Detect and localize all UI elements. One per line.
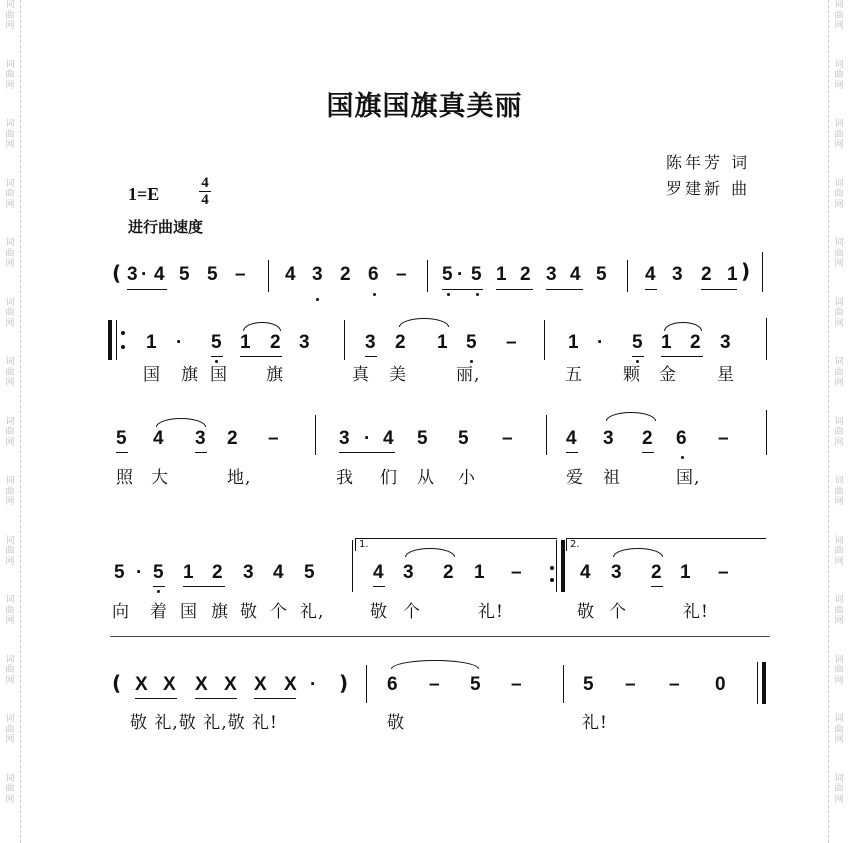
note: X bbox=[195, 674, 208, 695]
note: 2 bbox=[212, 562, 223, 583]
note: 1 bbox=[568, 332, 579, 353]
note: 1 bbox=[240, 332, 251, 353]
dash: – bbox=[718, 562, 729, 583]
watermark-text: 词曲网 bbox=[5, 297, 15, 329]
watermark-text: 词曲网 bbox=[834, 416, 844, 448]
watermark-text: 词曲网 bbox=[834, 119, 844, 150]
note: 3 bbox=[127, 264, 138, 285]
lyric: 旗 bbox=[266, 365, 284, 385]
note: 4 bbox=[373, 562, 384, 583]
lyric: 国 bbox=[210, 365, 228, 385]
dash: – bbox=[396, 264, 407, 285]
watermark-text: 词曲网 bbox=[834, 773, 844, 805]
note: 3 bbox=[611, 562, 622, 583]
lyric: 旗 bbox=[211, 602, 229, 622]
final-bar-thin bbox=[757, 662, 758, 704]
lyric: 敬 bbox=[240, 602, 258, 622]
time-signature bbox=[199, 176, 211, 207]
dash: – bbox=[429, 674, 440, 695]
lyric: 真 bbox=[352, 365, 370, 385]
note: 4 bbox=[154, 264, 165, 285]
lyric: 丽, bbox=[456, 365, 481, 385]
lyric: 礼! bbox=[478, 602, 504, 622]
note: X bbox=[254, 674, 267, 695]
dot-note: · bbox=[457, 264, 464, 285]
dash: – bbox=[718, 428, 729, 449]
note: 2 bbox=[270, 332, 281, 353]
note: 5 bbox=[211, 332, 222, 353]
lyric: 着 bbox=[150, 602, 168, 622]
note: 5 bbox=[304, 562, 315, 583]
note: 1 bbox=[146, 332, 157, 353]
time-signature-bottom: 4 bbox=[201, 192, 209, 208]
coda-close-paren: ) bbox=[339, 671, 349, 695]
lyric: 们 bbox=[380, 468, 398, 488]
watermark-text: 词曲网 bbox=[834, 476, 844, 507]
watermark-text: 词曲网 bbox=[5, 476, 15, 507]
note: 1 bbox=[183, 562, 194, 583]
lyric: 爱 bbox=[566, 468, 584, 488]
watermark-text: 词曲网 bbox=[5, 178, 15, 210]
right-margin-rule bbox=[828, 0, 829, 843]
watermark-text: 词曲网 bbox=[834, 0, 844, 31]
composer-credit: 罗建新 曲 bbox=[666, 179, 751, 198]
note: 5 bbox=[442, 264, 453, 285]
note: 3 bbox=[403, 562, 414, 583]
watermark-text: 词曲网 bbox=[5, 535, 15, 567]
note: 3 bbox=[339, 428, 350, 449]
note: 5 bbox=[458, 428, 469, 449]
note: X bbox=[284, 674, 297, 695]
lyric: 照 bbox=[116, 468, 134, 488]
note: 6 bbox=[387, 674, 398, 695]
note: 3 bbox=[243, 562, 254, 583]
lyric: 礼! bbox=[582, 713, 608, 733]
tempo-marking: 进行曲速度 bbox=[128, 218, 204, 236]
note: 1 bbox=[474, 562, 485, 583]
lyric: 地, bbox=[227, 468, 252, 488]
note: 3 bbox=[672, 264, 683, 285]
watermark-text: 词曲网 bbox=[5, 119, 15, 150]
note: 5 bbox=[116, 428, 127, 449]
note: 4 bbox=[570, 264, 581, 285]
dash: – bbox=[625, 674, 636, 695]
lyric: 旗 bbox=[181, 365, 199, 385]
note: X bbox=[224, 674, 237, 695]
lyric: 个 bbox=[403, 602, 421, 622]
watermark-text: 词曲网 bbox=[834, 297, 844, 329]
dash: – bbox=[235, 264, 246, 285]
note: 3 bbox=[546, 264, 557, 285]
lyric: 向 bbox=[112, 602, 130, 622]
note: X bbox=[163, 674, 176, 695]
watermark-text: 词曲网 bbox=[5, 238, 15, 269]
lyric: 小 bbox=[458, 468, 476, 488]
note: 2 bbox=[340, 264, 351, 285]
coda-open-paren: ( bbox=[112, 671, 122, 695]
watermark-text: 词曲网 bbox=[5, 595, 15, 626]
note: X bbox=[135, 674, 148, 695]
dot-note: · bbox=[310, 674, 317, 695]
lyric: 祖 bbox=[603, 468, 621, 488]
lyric: 礼, bbox=[300, 602, 325, 622]
lyric: 大 bbox=[151, 468, 169, 488]
lyric: 星 bbox=[717, 365, 735, 385]
note: 4 bbox=[580, 562, 591, 583]
system-divider bbox=[110, 636, 770, 637]
watermark-text: 词曲网 bbox=[5, 654, 15, 686]
watermark-text: 词曲网 bbox=[5, 357, 15, 388]
lyric: 国, bbox=[676, 468, 701, 488]
dash: – bbox=[511, 562, 522, 583]
note: 4 bbox=[285, 264, 296, 285]
note: 5 bbox=[471, 264, 482, 285]
note: 2 bbox=[395, 332, 406, 353]
watermark-text: 词曲网 bbox=[834, 178, 844, 210]
first-ending-bracket: 1. bbox=[355, 538, 557, 551]
note: 5 bbox=[466, 332, 477, 353]
lyric: 个 bbox=[270, 602, 288, 622]
note: 5 bbox=[153, 562, 164, 583]
note: 4 bbox=[383, 428, 394, 449]
intro-open-paren: ( bbox=[112, 261, 122, 285]
note: 2 bbox=[690, 332, 701, 353]
note: 2 bbox=[443, 562, 454, 583]
note: 4 bbox=[153, 428, 164, 449]
note: 4 bbox=[566, 428, 577, 449]
intro-close-paren: ) bbox=[741, 259, 751, 283]
lyric: 金 bbox=[659, 365, 677, 385]
note: 1 bbox=[680, 562, 691, 583]
watermark-text: 词曲网 bbox=[834, 654, 844, 686]
note: 5 bbox=[596, 264, 607, 285]
note: 1 bbox=[496, 264, 507, 285]
note: 3 bbox=[720, 332, 731, 353]
lyric: 我 bbox=[336, 468, 354, 488]
note: 2 bbox=[227, 428, 238, 449]
dot-note: · bbox=[176, 332, 183, 353]
watermark-left bbox=[3, 0, 17, 833]
lyric: 敬 礼,敬 礼,敬 礼! bbox=[130, 713, 278, 733]
repeat-end-bar bbox=[561, 540, 565, 592]
lyric: 敬 bbox=[577, 602, 595, 622]
watermark-right bbox=[832, 0, 846, 833]
note: 5 bbox=[114, 562, 125, 583]
watermark-text: 词曲网 bbox=[834, 238, 844, 269]
note: 1 bbox=[727, 264, 738, 285]
dot-note: · bbox=[364, 428, 371, 449]
repeat-start-bar bbox=[108, 320, 112, 360]
note: 3 bbox=[365, 332, 376, 353]
watermark-text: 词曲网 bbox=[5, 714, 15, 745]
note: 5 bbox=[632, 332, 643, 353]
lyric: 敬 bbox=[387, 713, 405, 733]
watermark-text: 词曲网 bbox=[5, 59, 15, 91]
note: 5 bbox=[470, 674, 481, 695]
note: 5 bbox=[207, 264, 218, 285]
lyric: 美 bbox=[389, 365, 407, 385]
watermark-text: 词曲网 bbox=[834, 714, 844, 745]
dash: – bbox=[669, 674, 680, 695]
note: 2 bbox=[520, 264, 531, 285]
note: 2 bbox=[642, 428, 653, 449]
lyric: 礼! bbox=[683, 602, 709, 622]
song-title: 国旗国旗真美丽 bbox=[326, 91, 523, 122]
note: 5 bbox=[417, 428, 428, 449]
lyric: 个 bbox=[609, 602, 627, 622]
dash: – bbox=[502, 428, 513, 449]
note: 2 bbox=[651, 562, 662, 583]
lyric: 敬 bbox=[370, 602, 388, 622]
second-ending-bracket: 2. bbox=[566, 538, 766, 551]
dash: – bbox=[506, 332, 517, 353]
dash: – bbox=[511, 674, 522, 695]
lyric: 五 bbox=[565, 365, 583, 385]
note: 3 bbox=[195, 428, 206, 449]
final-bar-thick bbox=[762, 662, 766, 704]
watermark-text: 词曲网 bbox=[5, 416, 15, 448]
note: 3 bbox=[312, 264, 323, 285]
note: 5 bbox=[179, 264, 190, 285]
note: 1 bbox=[661, 332, 672, 353]
watermark-text: 词曲网 bbox=[5, 0, 15, 31]
note: 3 bbox=[299, 332, 310, 353]
watermark-text: 词曲网 bbox=[834, 595, 844, 626]
watermark-text: 词曲网 bbox=[834, 59, 844, 91]
note: 6 bbox=[368, 264, 379, 285]
note: 4 bbox=[273, 562, 284, 583]
key-signature: 1=E bbox=[128, 184, 160, 204]
note: 4 bbox=[645, 264, 656, 285]
lyric: 从 bbox=[417, 468, 435, 488]
time-signature-top: 4 bbox=[201, 175, 209, 191]
left-margin-rule bbox=[20, 0, 21, 843]
dot-note: · bbox=[136, 562, 143, 583]
dot-note: · bbox=[141, 264, 148, 285]
lyricist-credit: 陈年芳 词 bbox=[666, 153, 751, 172]
lyric: 国 bbox=[180, 602, 198, 622]
note: 3 bbox=[603, 428, 614, 449]
note: 5 bbox=[583, 674, 594, 695]
dot-note: · bbox=[597, 332, 604, 353]
rest: 0 bbox=[715, 674, 726, 695]
watermark-text: 词曲网 bbox=[834, 535, 844, 567]
lyric: 颗 bbox=[623, 365, 641, 385]
lyric: 国 bbox=[143, 365, 161, 385]
dash: – bbox=[268, 428, 279, 449]
watermark-text: 词曲网 bbox=[5, 773, 15, 805]
note: 1 bbox=[437, 332, 448, 353]
note: 2 bbox=[701, 264, 712, 285]
watermark-text: 词曲网 bbox=[834, 357, 844, 388]
note: 6 bbox=[676, 428, 687, 449]
